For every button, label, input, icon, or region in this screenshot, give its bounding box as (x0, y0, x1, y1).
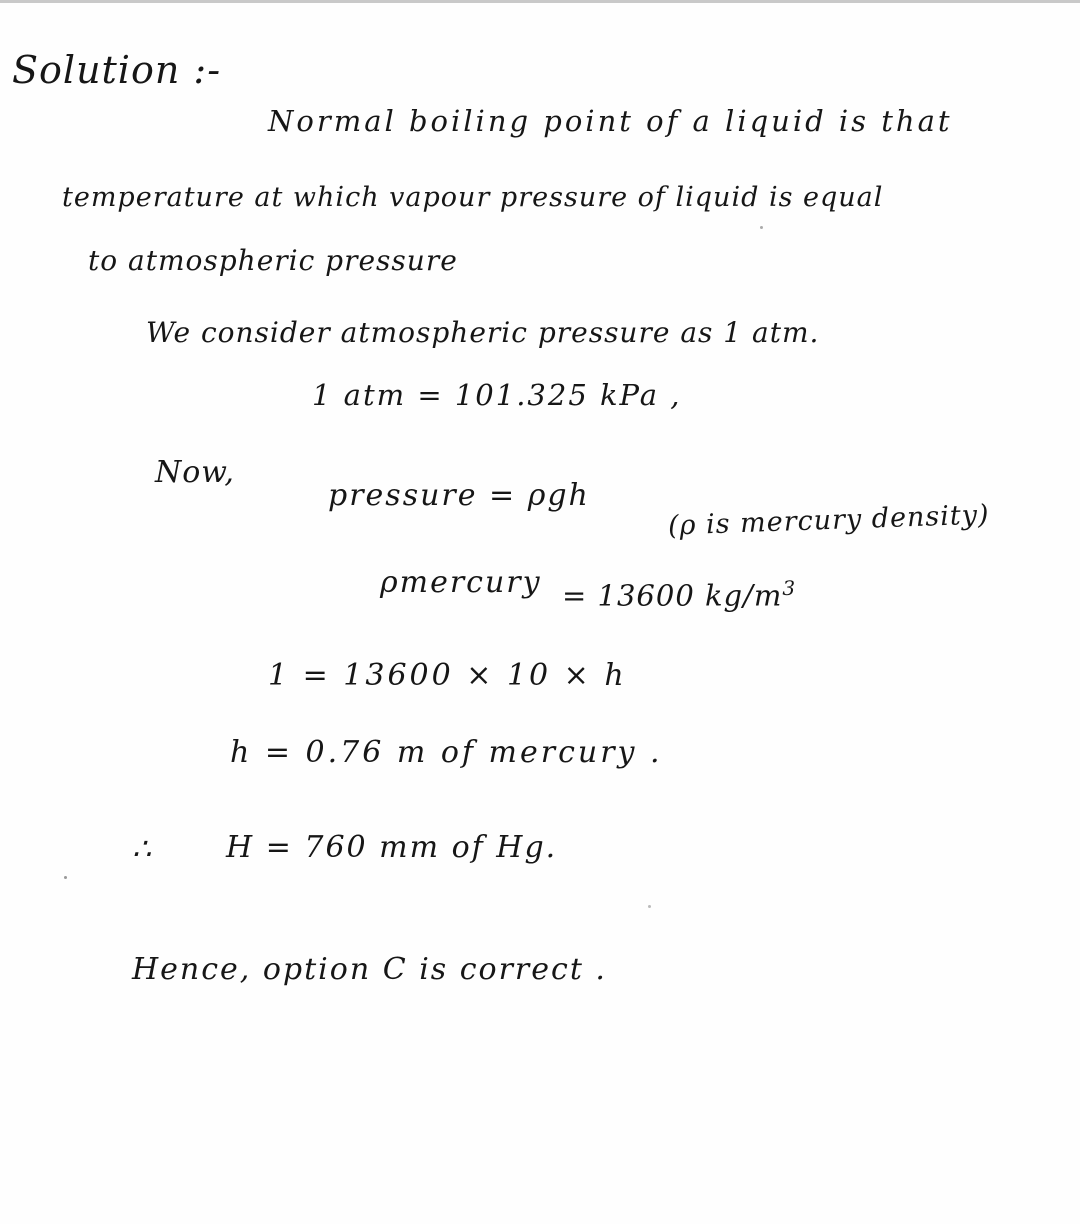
paper-speck (760, 226, 763, 229)
density-unit-exponent: 3 (782, 576, 797, 600)
definition-line-3: to atmospheric pressure (88, 244, 458, 277)
therefore-symbol: ∴ (132, 832, 153, 867)
solution-heading: Solution :- (12, 48, 222, 92)
pressure-formula: pressure = ρgh (328, 478, 590, 513)
paper-speck (64, 876, 67, 879)
height-result-line: h = 0.76 m of mercury . (230, 735, 663, 770)
density-value (562, 570, 796, 614)
conversion-line: 1 atm = 101.325 kPa , (312, 378, 682, 412)
mercury-density-note: (ρ is mercury density) (667, 499, 991, 542)
equation-line: 1 = 13600 × 10 × h (268, 658, 627, 693)
now-label: Now, (155, 455, 235, 490)
definition-line-2: temperature at which vapour pressure of liquid is equal (62, 182, 884, 213)
assumption-line: We consider atmospheric pressure as 1 atm. (146, 316, 820, 349)
page-top-border (0, 0, 1080, 3)
definition-line-1: Normal boiling point of a liquid is that (268, 104, 953, 138)
paper-speck (648, 905, 651, 908)
final-result-line: H = 760 mm of Hg. (226, 830, 558, 865)
conclusion-line: Hence, option C is correct . (132, 952, 607, 987)
density-value-text: = 13600 kg/m (562, 578, 783, 613)
density-label: ρmercury (380, 565, 542, 600)
